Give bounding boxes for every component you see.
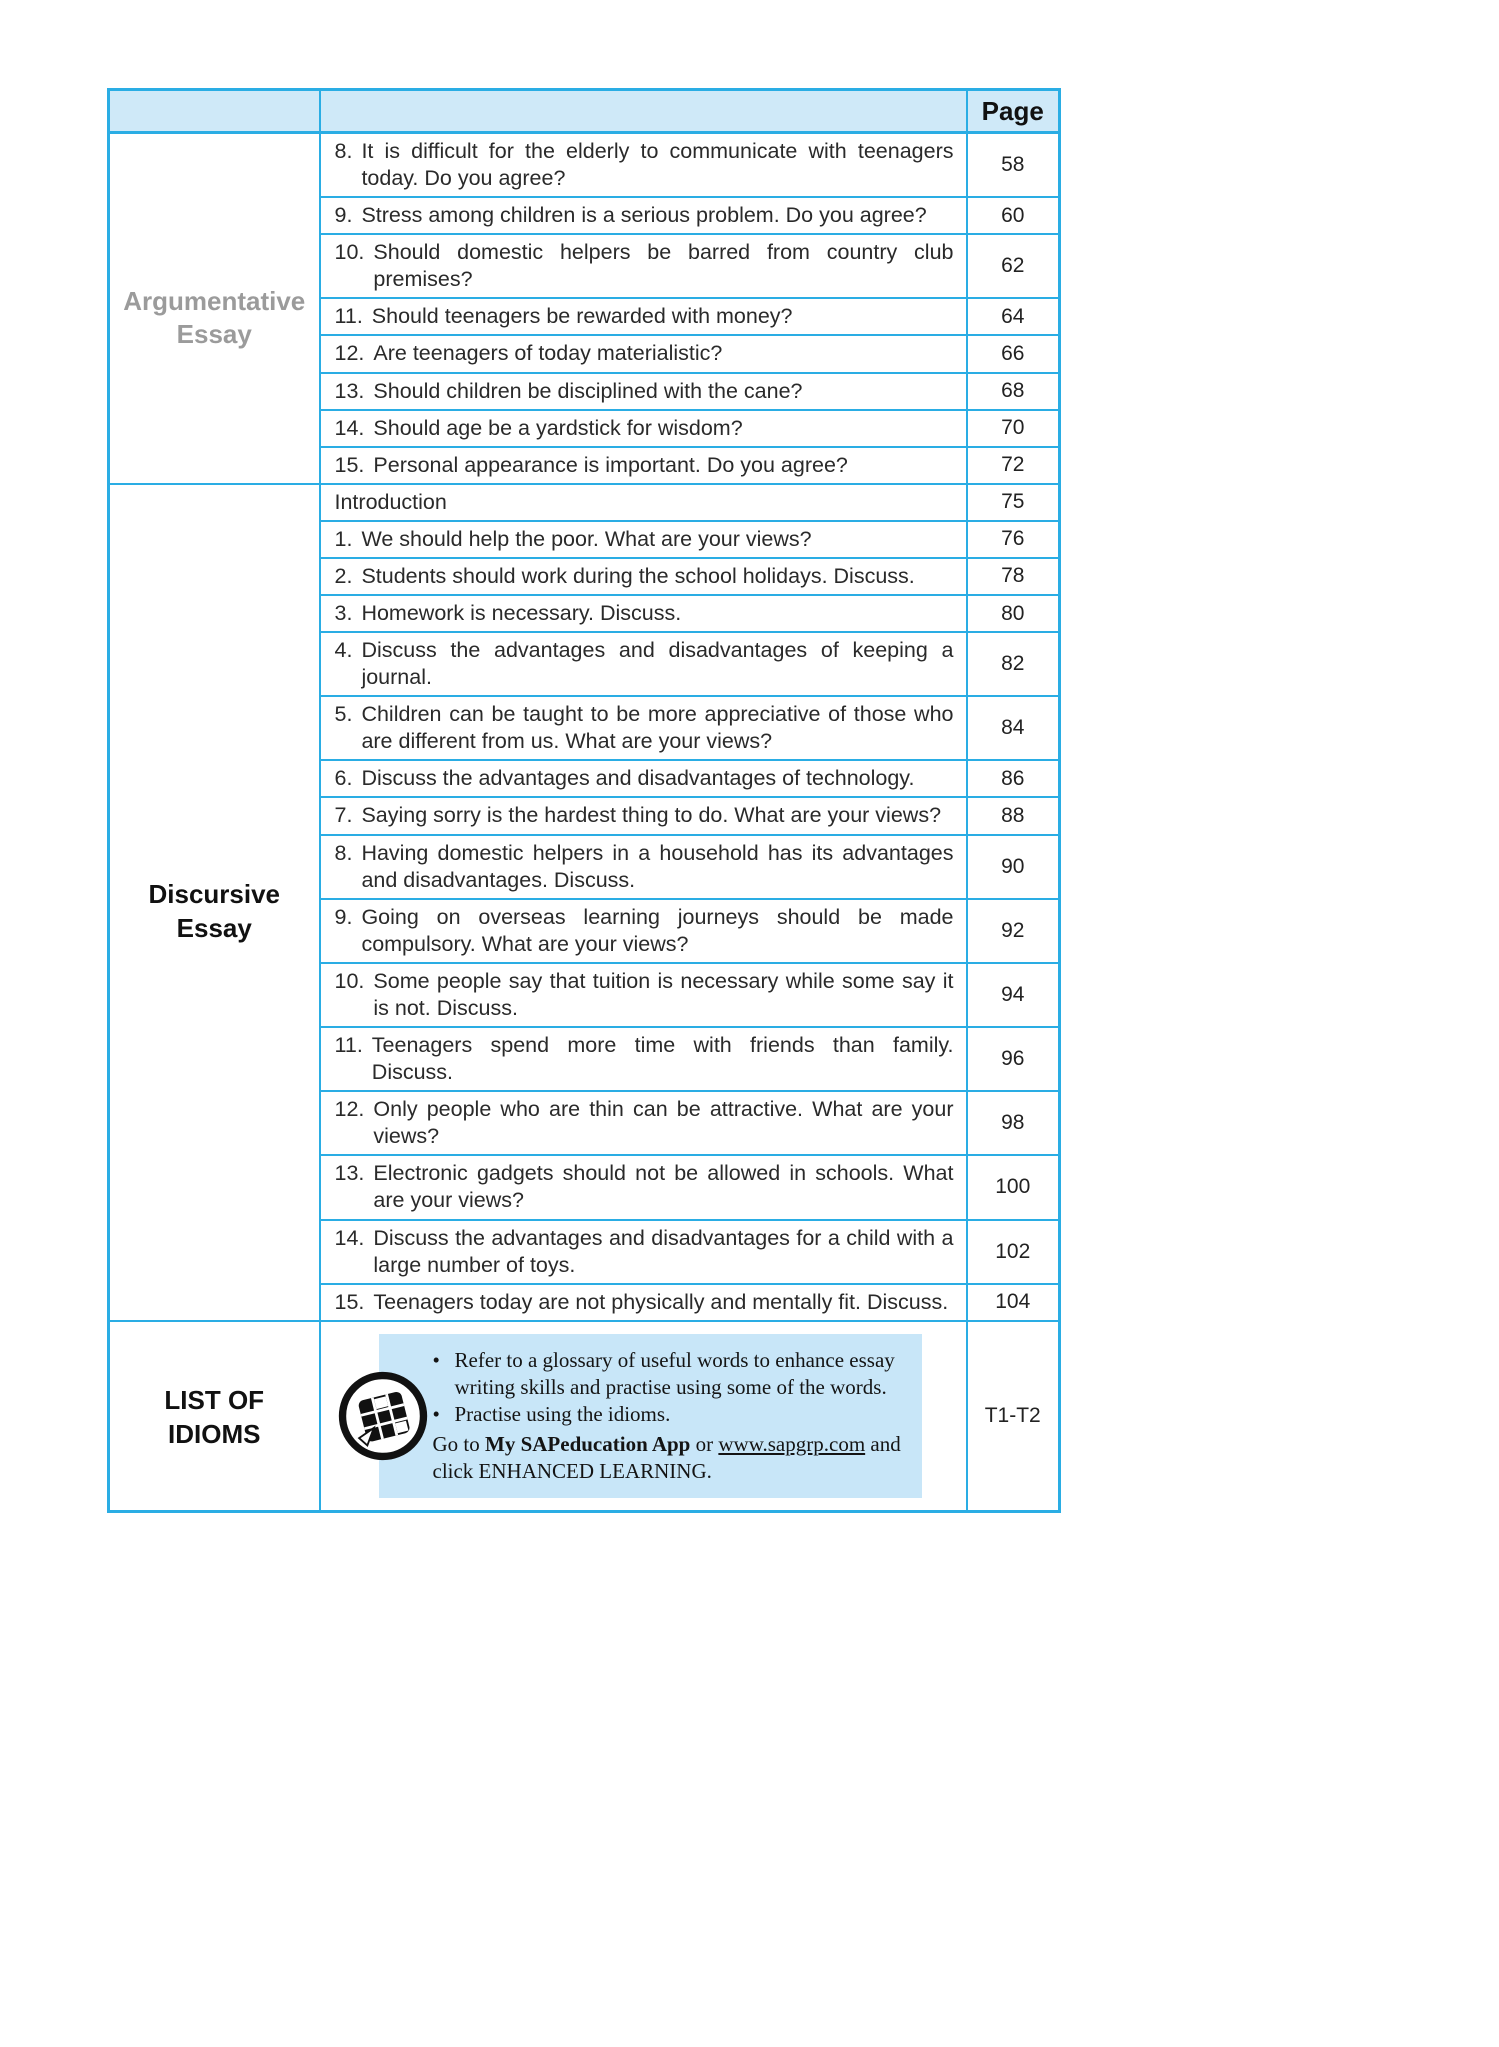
category-cell: Discursive Essay xyxy=(109,484,320,1321)
bullet-text: Refer to a glossary of useful words to enhance essay writing skills and practise using some of the words. xyxy=(454,1347,895,1400)
toc-item-cell xyxy=(320,899,967,963)
crossword-app-icon xyxy=(337,1370,429,1462)
toc-item-cell xyxy=(320,1220,967,1284)
page-number: 64 xyxy=(967,298,1060,335)
page-number: 88 xyxy=(967,797,1060,834)
page-number: 94 xyxy=(967,963,1060,1027)
toc-item xyxy=(335,600,954,627)
toc-table xyxy=(107,88,1061,1513)
item-text: Personal appearance is important. Do you agree? xyxy=(373,452,848,477)
toc-item xyxy=(335,968,954,1022)
page-number: 66 xyxy=(967,335,1060,372)
page-number: 86 xyxy=(967,760,1060,797)
toc-header xyxy=(109,90,1060,133)
page-number: 68 xyxy=(967,373,1060,410)
item-text: Homework is necessary. Discuss. xyxy=(361,601,682,626)
toc-item xyxy=(335,415,954,442)
item-text: Teenagers today are not physically and mentally fit. Discuss. xyxy=(373,1289,949,1314)
cta-middle: or xyxy=(690,1431,719,1456)
page-number: 98 xyxy=(967,1091,1060,1155)
page-number: 102 xyxy=(967,1220,1060,1284)
toc-item-cell xyxy=(320,595,967,632)
cta-line xyxy=(433,1431,906,1486)
header-page-cell: Page xyxy=(967,90,1060,133)
item-number: 10. xyxy=(334,968,365,993)
toc-item-cell xyxy=(320,797,967,834)
item-text: Only people who are thin can be attractive. What are your views? xyxy=(373,1097,954,1149)
page-number: 104 xyxy=(967,1284,1060,1321)
page-number: 58 xyxy=(967,133,1060,198)
toc-item-cell xyxy=(320,835,967,899)
item-text: Should teenagers be rewarded with money? xyxy=(371,304,793,329)
page-number: 92 xyxy=(967,899,1060,963)
table-row xyxy=(109,484,1060,521)
page-number: 60 xyxy=(967,197,1060,234)
item-text: Should children be disciplined with the cane? xyxy=(373,378,803,403)
toc-item-cell xyxy=(320,298,967,335)
item-number: 14. xyxy=(334,1225,365,1250)
item-text: Are teenagers of today materialistic? xyxy=(373,341,723,366)
toc-item-cell xyxy=(320,373,967,410)
info-bullet xyxy=(433,1401,906,1428)
idioms-info-box xyxy=(379,1334,922,1498)
table-of-contents xyxy=(107,88,1061,1513)
toc-item xyxy=(335,1289,954,1316)
toc-item-cell xyxy=(320,484,967,521)
item-number: 14. xyxy=(334,415,365,440)
page-number: 100 xyxy=(967,1155,1060,1219)
header-category-cell xyxy=(109,90,320,133)
toc-item-cell xyxy=(320,410,967,447)
page-number: 80 xyxy=(967,595,1060,632)
bullet-marker: • xyxy=(432,1402,440,1427)
toc-item xyxy=(335,1032,954,1086)
item-text: Should domestic helpers be barred from country club premises? xyxy=(373,240,954,292)
item-text: Discuss the advantages and disadvantages for a child with a large number of toys. xyxy=(373,1225,954,1277)
toc-item-cell xyxy=(320,197,967,234)
item-text: Discuss the advantages and disadvantages of keeping a journal. xyxy=(361,638,954,690)
idioms-content-cell xyxy=(320,1321,967,1512)
item-text: Electronic gadgets should not be allowed in schools. What are your views? xyxy=(373,1161,954,1213)
toc-item-cell xyxy=(320,1027,967,1091)
page-number: 90 xyxy=(967,835,1060,899)
item-number: 2. xyxy=(334,563,353,588)
toc-item-cell xyxy=(320,335,967,372)
info-bullet xyxy=(433,1347,906,1402)
cta-prefix: Go to xyxy=(432,1431,485,1456)
item-text: Children can be taught to be more appreciative of those who are different from us. What are your views? xyxy=(361,702,954,754)
item-text: Going on overseas learning journeys should be made compulsory. What are your views? xyxy=(361,904,954,956)
item-number: 6. xyxy=(334,766,353,791)
toc-item xyxy=(335,802,954,829)
item-number: 11. xyxy=(334,1033,363,1058)
toc-item xyxy=(335,489,954,516)
toc-item xyxy=(335,303,954,330)
toc-item xyxy=(335,904,954,958)
item-number: 8. xyxy=(334,139,353,163)
page-number: 76 xyxy=(967,521,1060,558)
page-number: T1-T2 xyxy=(967,1321,1060,1512)
header-title-cell xyxy=(320,90,967,133)
toc-item-cell xyxy=(320,632,967,696)
item-number: 1. xyxy=(334,526,353,551)
item-number: 12. xyxy=(334,341,365,366)
item-number: 10. xyxy=(334,240,365,265)
item-text: Teenagers spend more time with friends than family. Discuss. xyxy=(371,1033,954,1085)
page-number: 72 xyxy=(967,447,1060,484)
idioms-section xyxy=(109,1321,1060,1512)
toc-item-cell xyxy=(320,696,967,760)
bullet-text: Practise using the idioms. xyxy=(454,1402,671,1427)
item-number: 11. xyxy=(334,304,363,329)
item-number: 13. xyxy=(334,378,365,403)
toc-item-cell xyxy=(320,558,967,595)
toc-item-cell xyxy=(320,234,967,298)
toc-item xyxy=(335,1096,954,1150)
toc-body xyxy=(109,133,1060,1321)
item-number: 7. xyxy=(334,803,353,828)
item-text: Having domestic helpers in a household has its advantages and disadvantages. Discuss. xyxy=(361,840,954,892)
bullet-marker: • xyxy=(432,1347,440,1372)
cta-suffix: and click ENHANCED LEARNING. xyxy=(432,1431,901,1483)
item-number: 9. xyxy=(334,904,353,929)
toc-item xyxy=(335,202,954,229)
table-row xyxy=(109,1321,1060,1512)
toc-item-cell xyxy=(320,521,967,558)
toc-item-cell xyxy=(320,1284,967,1321)
toc-item xyxy=(335,563,954,590)
website-link: www.sapgrp.com xyxy=(718,1431,866,1456)
item-text: Should age be a yardstick for wisdom? xyxy=(373,415,743,440)
toc-item-cell xyxy=(320,447,967,484)
item-number: 5. xyxy=(334,702,353,727)
item-number: 9. xyxy=(334,203,353,228)
toc-item xyxy=(335,840,954,894)
item-text: Some people say that tuition is necessary while some say it is not. Discuss. xyxy=(373,968,954,1020)
item-number: 3. xyxy=(334,601,353,626)
page-number: 62 xyxy=(967,234,1060,298)
item-number: 13. xyxy=(334,1161,365,1186)
item-number: 15. xyxy=(334,452,365,477)
item-number: 4. xyxy=(334,638,353,663)
toc-item xyxy=(335,378,954,405)
header-row xyxy=(109,90,1060,133)
toc-item-cell xyxy=(320,1155,967,1219)
item-number: 12. xyxy=(334,1097,365,1122)
category-cell: Argumentative Essay xyxy=(109,133,320,484)
toc-item-cell xyxy=(320,1091,967,1155)
item-text: Discuss the advantages and disadvantages of technology. xyxy=(361,766,915,791)
category-cell: LIST OF IDIOMS xyxy=(109,1321,320,1512)
toc-item xyxy=(335,701,954,755)
page-number: 70 xyxy=(967,410,1060,447)
item-number: 15. xyxy=(334,1289,365,1314)
item-text: Saying sorry is the hardest thing to do. What are your views? xyxy=(361,803,942,828)
toc-item-cell xyxy=(320,963,967,1027)
page-number: 82 xyxy=(967,632,1060,696)
toc-item xyxy=(335,526,954,553)
item-text: Stress among children is a serious problem. Do you agree? xyxy=(361,203,927,228)
page-number: 84 xyxy=(967,696,1060,760)
toc-item xyxy=(335,138,954,192)
item-number: 8. xyxy=(334,840,353,865)
page-number: 96 xyxy=(967,1027,1060,1091)
toc-item xyxy=(335,1160,954,1214)
toc-item xyxy=(335,637,954,691)
page-number: 78 xyxy=(967,558,1060,595)
toc-item xyxy=(335,1225,954,1279)
page-number: 75 xyxy=(967,484,1060,521)
toc-item-cell xyxy=(320,760,967,797)
table-row xyxy=(109,133,1060,198)
toc-item-cell xyxy=(320,133,967,198)
toc-item xyxy=(335,340,954,367)
item-text: Introduction xyxy=(334,489,447,514)
toc-item xyxy=(335,239,954,293)
item-text: We should help the poor. What are your views? xyxy=(361,526,812,551)
app-name: My SAPeducation App xyxy=(485,1431,691,1456)
toc-item xyxy=(335,452,954,479)
item-text: Students should work during the school holidays. Discuss. xyxy=(361,563,915,588)
item-text: It is difficult for the elderly to communicate with teenagers today. Do you agree? xyxy=(361,139,954,191)
toc-item xyxy=(335,765,954,792)
